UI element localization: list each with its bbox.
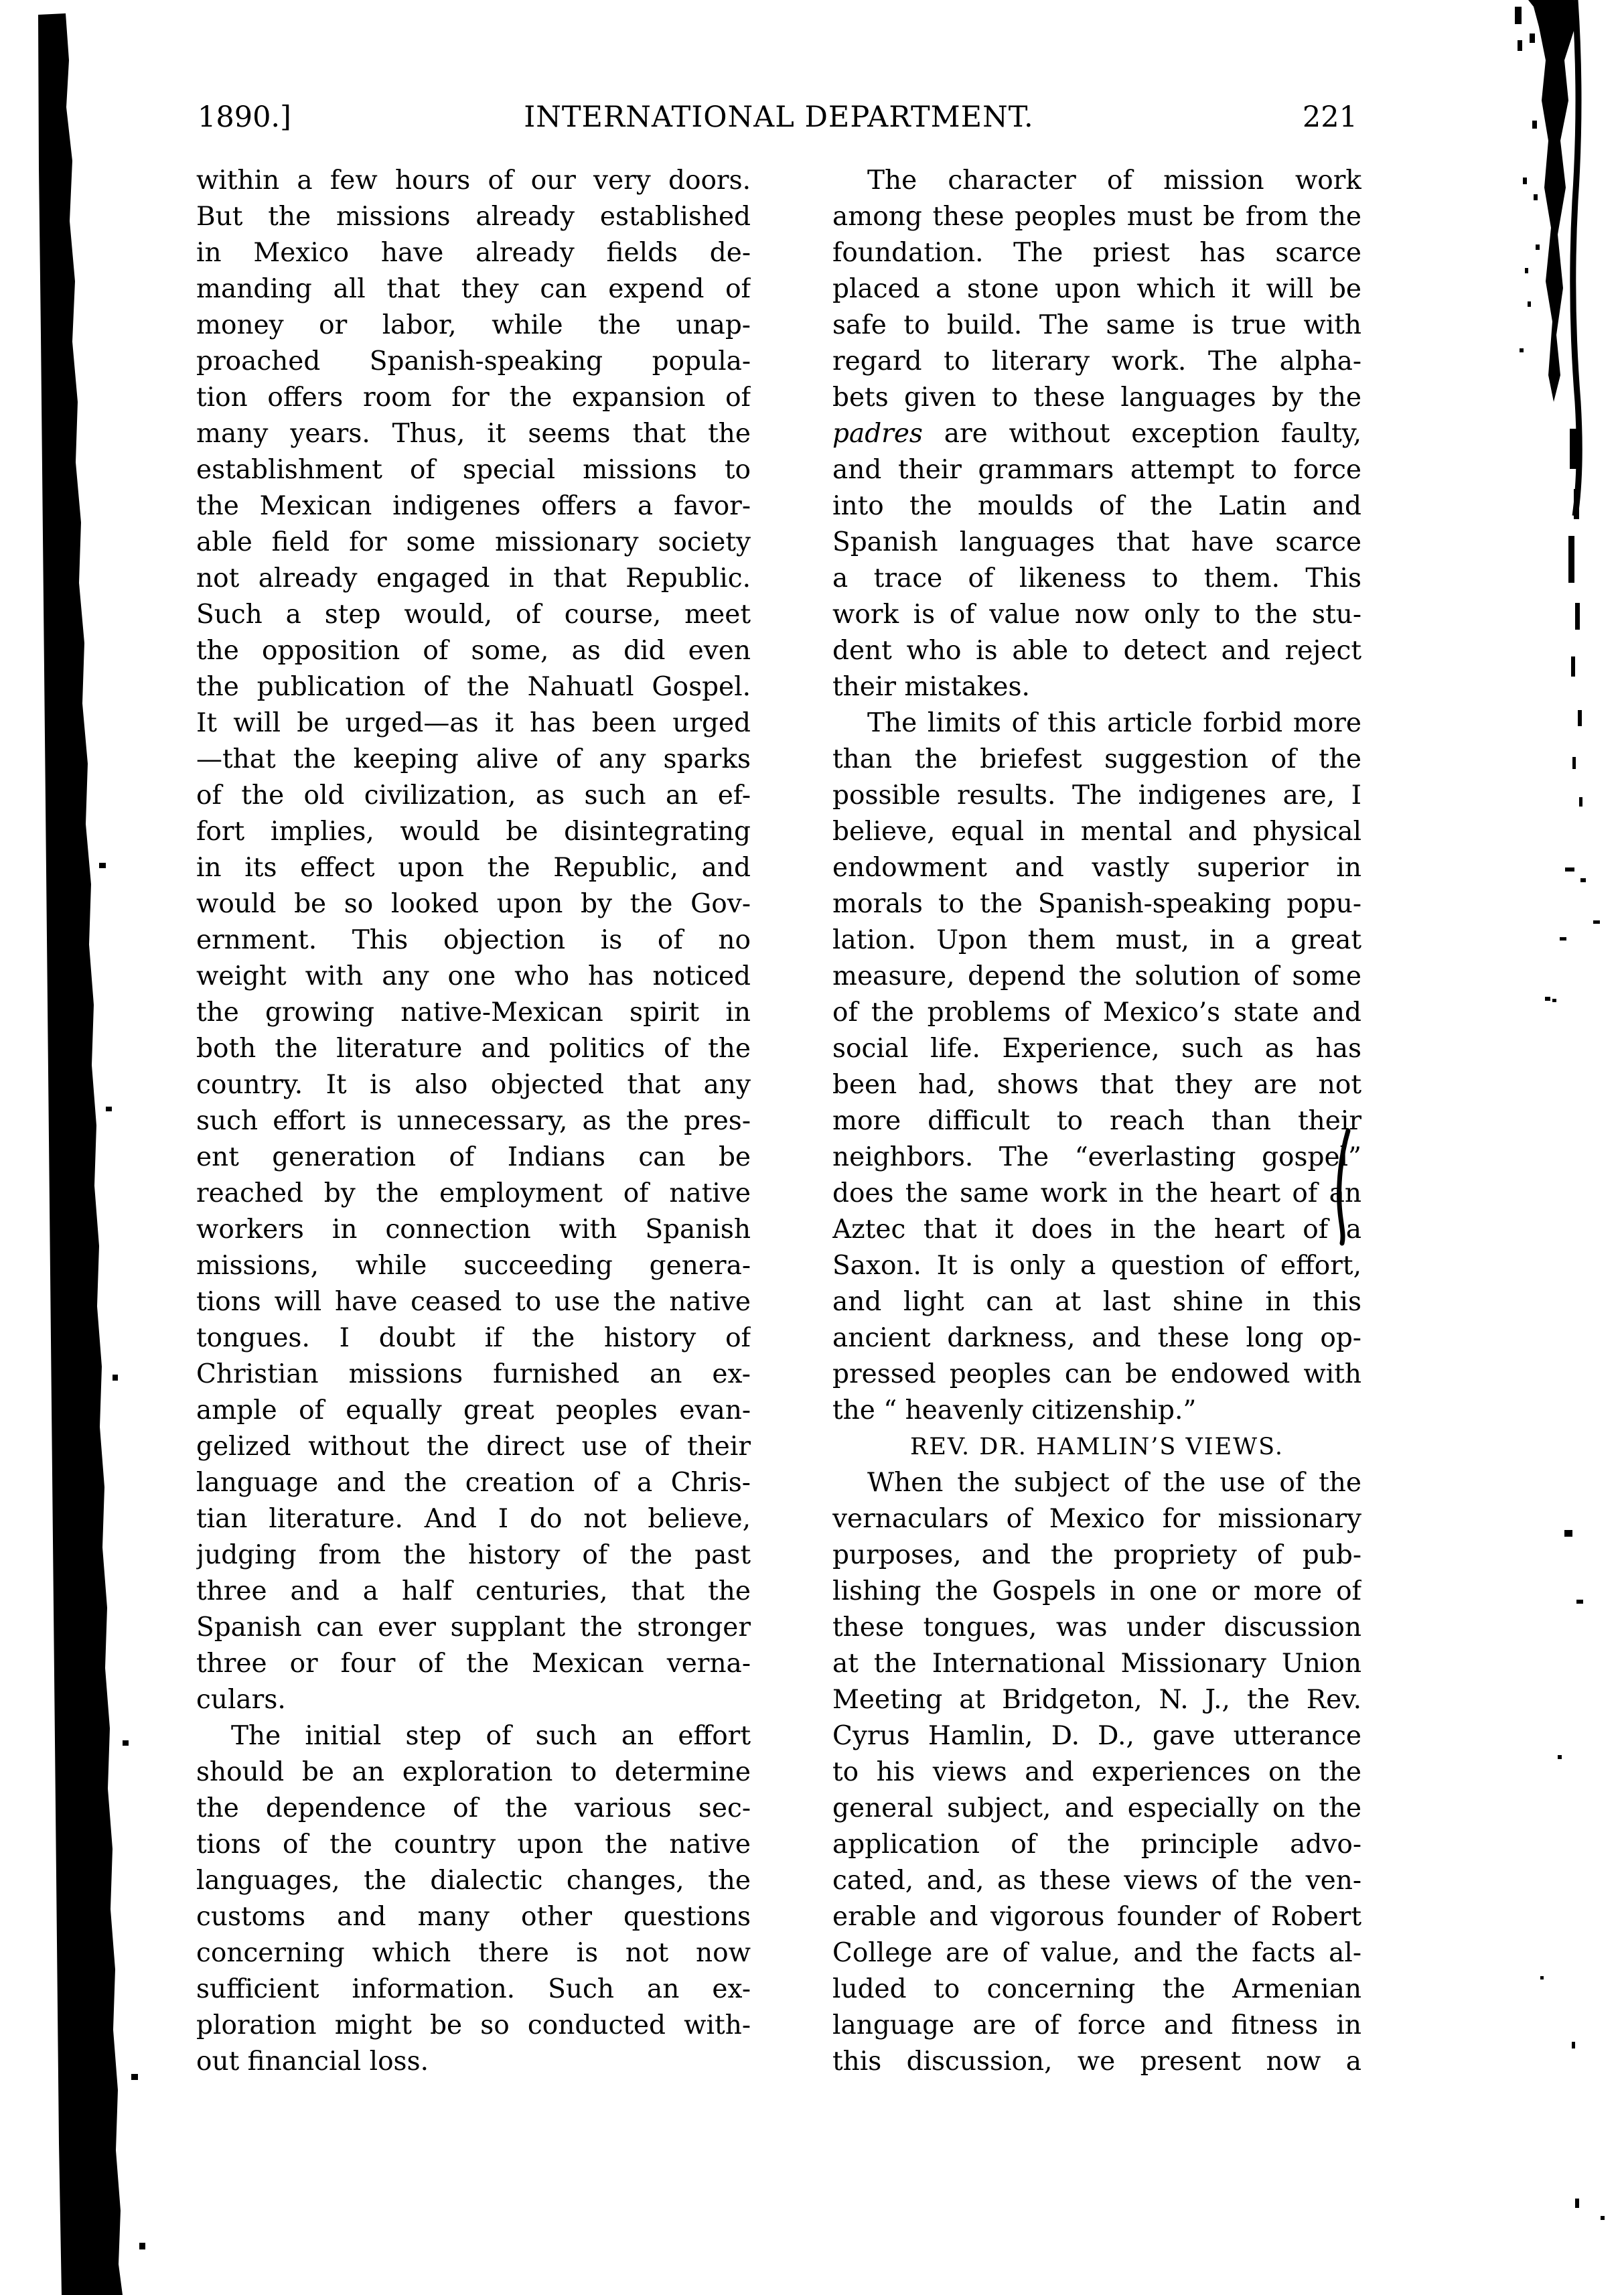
text-line: their mistakes. (832, 672, 1030, 702)
text-line: general subject, and especially on the (832, 1793, 1361, 1823)
text-line: country. It is also objected that any (196, 1070, 751, 1100)
text-line: at the International Missionary Union (832, 1649, 1361, 1679)
text-line: concerning which there is not now (196, 1938, 751, 1968)
text-line: It will be urged—as it has been urged (196, 708, 751, 738)
text-line: The limits of this article forbid more (867, 708, 1361, 738)
text-line: proached Spanish-speaking popula- (196, 346, 751, 376)
text-line: bets given to these languages by the (832, 382, 1361, 413)
text-line: out financial loss. (196, 2046, 429, 2077)
text-line: been had, shows that they are not (832, 1070, 1361, 1100)
text-line: does the same work in the heart of an (832, 1178, 1361, 1208)
text-line: Such a step would, of course, meet (196, 600, 751, 630)
text-line: The character of mission work (867, 165, 1361, 196)
text-line: believe, equal in mental and physical (832, 817, 1361, 847)
text-line: ancient darkness, and these long op- (832, 1323, 1361, 1353)
text-line: the dependence of the various sec- (196, 1793, 751, 1823)
text-line: safe to build. The same is true with (832, 310, 1361, 340)
text-line: tongues. I doubt if the history of (196, 1323, 751, 1353)
text-line: weight with any one who has noticed (196, 961, 751, 991)
text-line: more difficult to reach than their (832, 1106, 1361, 1136)
text-line: not already engaged in that Republic. (196, 563, 751, 594)
text-line: missions, while succeeding genera- (196, 1251, 751, 1281)
text-line: workers in connection with Spanish (196, 1214, 751, 1245)
text-line: able field for some missionary society (196, 527, 751, 557)
text-line: this discussion, we present now a (832, 2046, 1361, 2077)
text-line: lation. Upon them must, in a great (832, 925, 1361, 955)
text-line: the publication of the Nahuatl Gospel. (196, 672, 751, 702)
text-line: and their grammars attempt to force (832, 455, 1361, 485)
text-line: a trace of likeness to them. This (832, 563, 1361, 594)
binding-edge-specks (99, 863, 145, 2249)
text-line: ploration might be so conducted with- (196, 2010, 751, 2040)
text-line: erable and vigorous founder of Robert (832, 1902, 1361, 1932)
text-line: among these peoples must be from the (832, 202, 1361, 232)
text-line: ent generation of Indians can be (196, 1142, 751, 1172)
text-columns (196, 163, 1361, 2080)
text-line: should be an exploration to determine (196, 1757, 751, 1787)
left-column (196, 163, 751, 2080)
text-line: gelized without the direct use of their (196, 1432, 751, 1462)
scan-specks (1540, 867, 1605, 2220)
text-line: fort implies, would be disintegrating (196, 817, 751, 847)
text-line: languages, the dialectic changes, the (196, 1866, 751, 1896)
text-line: the “ heavenly citizenship.” (832, 1395, 1197, 1425)
text-line: tions will have ceased to use the native (196, 1287, 751, 1317)
text-line: ernment. This objection is of no (196, 925, 751, 955)
top-right-scan-marks (1515, 0, 1582, 807)
text-line: to his views and experiences on the (832, 1757, 1361, 1787)
text-line: sufficient information. Such an ex- (196, 1974, 751, 2004)
header-title: INTERNATIONAL DEPARTMENT. (524, 100, 1034, 134)
text-line: culars. (196, 1685, 286, 1715)
text-line: dent who is able to detect and reject (832, 636, 1361, 666)
text-line: many years. Thus, it seems that the (196, 419, 751, 449)
text-line: tions of the country upon the native (196, 1829, 751, 1860)
text-line: the Mexican indigenes offers a favor- (196, 491, 751, 521)
text-line: application of the principle advo- (832, 1829, 1361, 1860)
text-line: The initial step of such an effort (231, 1721, 751, 1751)
text-line: pressed peoples can be endowed with (832, 1359, 1361, 1389)
text-line: three or four of the Mexican verna- (196, 1649, 751, 1679)
text-line: in Mexico have already fields de- (196, 238, 751, 268)
text-line: language are of force and fitness in (832, 2010, 1361, 2040)
text-line: the opposition of some, as did even (196, 636, 751, 666)
text-line: endowment and vastly superior in (832, 853, 1361, 883)
text-line: reached by the employment of native (196, 1178, 751, 1208)
text-line: Cyrus Hamlin, D. D., gave utterance (832, 1721, 1361, 1751)
text-line: the growing native-Mexican spirit in (196, 997, 751, 1028)
text-line: customs and many other questions (196, 1902, 751, 1932)
text-line: into the moulds of the Latin and (832, 491, 1361, 521)
text-line: work is of value now only to the stu- (832, 600, 1361, 630)
header-page-number: 221 (1302, 100, 1357, 134)
text-line: Spanish can ever supplant the stronger (196, 1612, 751, 1643)
text-line: regard to literary work. The alpha- (832, 346, 1361, 376)
text-line: possible results. The indigenes are, I (832, 780, 1361, 811)
text-line: vernaculars of Mexico for missionary (832, 1504, 1361, 1534)
section-heading: REV. DR. HAMLIN’S VIEWS. (909, 1434, 1284, 1460)
text-line: manding all that they can expend of (196, 274, 751, 304)
text-line: lishing the Gospels in one or more of (832, 1576, 1361, 1606)
text-line: Aztec that it does in the heart of a (832, 1214, 1361, 1245)
text-line: three and a half centuries, that the (196, 1576, 751, 1606)
text-line: tion offers room for the expansion of (196, 382, 751, 413)
text-line: cated, and, as these views of the ven- (832, 1866, 1361, 1896)
text-line: padres are without exception faulty, (832, 419, 1361, 449)
text-line: luded to concerning the Armenian (832, 1974, 1361, 2004)
text-line: Spanish languages that have scarce (832, 527, 1361, 557)
header-year: 1890.] (198, 100, 291, 134)
text-line: placed a stone upon which it will be (832, 274, 1361, 304)
text-line: Meeting at Bridgeton, N. J., the Rev. (832, 1685, 1361, 1715)
text-line: Christian missions furnished an ex- (196, 1359, 751, 1389)
text-line: and light can at last shine in this (832, 1287, 1361, 1317)
left-binding-shadow (38, 13, 123, 2295)
text-line: foundation. The priest has scarce (832, 238, 1361, 268)
text-line: When the subject of the use of the (867, 1468, 1361, 1498)
text-line: these tongues, was under discussion (832, 1612, 1361, 1643)
text-line: such effort is unnecessary, as the pres- (196, 1106, 751, 1136)
text-line: language and the creation of a Chris- (196, 1468, 751, 1498)
text-line: measure, depend the solution of some (832, 961, 1361, 991)
text-line: judging from the history of the past (196, 1540, 751, 1570)
text-line: But the missions already established (196, 202, 751, 232)
page-header (196, 100, 1361, 138)
text-line: of the old civilization, as such an ef- (196, 780, 751, 811)
text-line: money or labor, while the unap- (196, 310, 751, 340)
text-line: tian literature. And I do not believe, (196, 1504, 751, 1534)
text-line: —that the keeping alive of any sparks (196, 744, 751, 774)
text-line: both the literature and politics of the (196, 1034, 751, 1064)
text-line: morals to the Spanish-speaking popu- (832, 889, 1361, 919)
text-line: College are of value, and the facts al- (832, 1938, 1361, 1968)
right-column (832, 163, 1361, 2080)
text-line: ample of equally great peoples evan- (196, 1395, 751, 1425)
text-line: would be so looked upon by the Gov- (196, 889, 751, 919)
text-line: establishment of special missions to (196, 455, 751, 485)
text-line: than the briefest suggestion of the (832, 744, 1361, 774)
text-line: purposes, and the propriety of pub- (832, 1540, 1361, 1570)
text-line: neighbors. The “everlasting gospel” (832, 1142, 1361, 1172)
text-line: social life. Experience, such as has (832, 1034, 1361, 1064)
text-line: in its effect upon the Republic, and (196, 853, 751, 883)
text-line: Saxon. It is only a question of effort, (832, 1251, 1361, 1281)
text-line: of the problems of Mexico’s state and (832, 997, 1361, 1028)
text-line: within a few hours of our very doors. (196, 165, 751, 196)
